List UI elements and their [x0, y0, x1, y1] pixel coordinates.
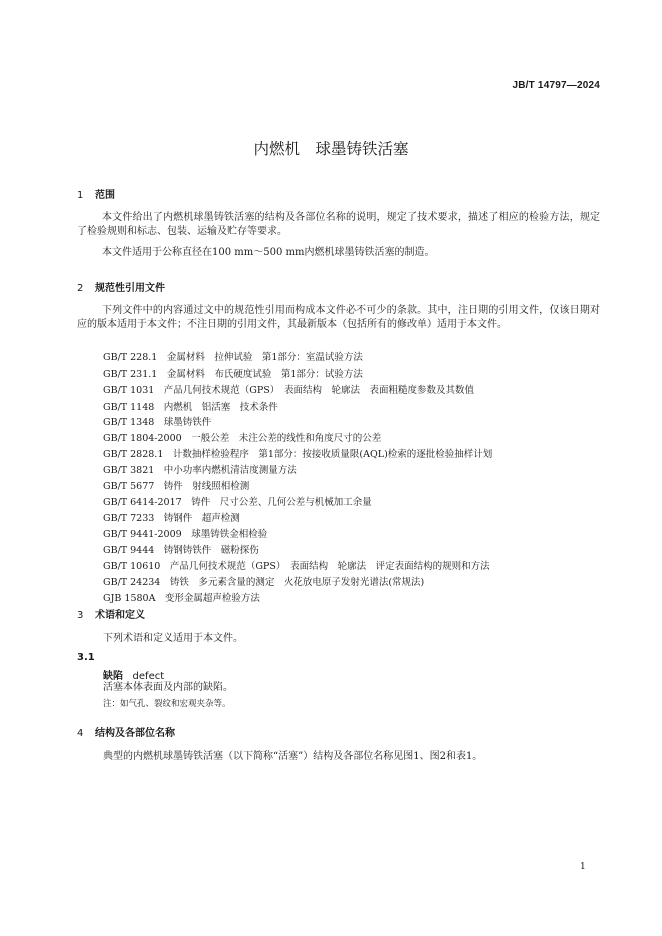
reference-item: GB/T 5677 铸件 射线照相检测: [103, 481, 250, 492]
section-1-paragraph-2: 本文件适用于公称直径在100 mm～500 mm内燃机球墨铸铁活塞的制造。: [102, 247, 435, 258]
section-3-title: 术语和定义: [95, 610, 145, 621]
section-4-paragraph: 典型的内燃机球墨铸铁活塞（以下简称“活塞”）结构及各部位名称见图1、图2和表1。: [103, 751, 483, 762]
section-1-title: 范围: [95, 190, 115, 201]
reference-item: GB/T 9444 铸钢铸铁件 磁粉探伤: [103, 545, 259, 556]
term-number: 3.1: [77, 652, 95, 663]
reference-item: GB/T 6414-2017 铸件 尺寸公差、几何公差与机械加工余量: [103, 497, 372, 508]
reference-item: GB/T 10610 产品几何技术规范（GPS） 表面结构 轮廓法 评定表面结构的规则和方法: [103, 561, 490, 572]
section-3-intro: 下列术语和定义适用于本文件。: [103, 633, 243, 644]
term-chinese: 缺陷: [103, 671, 123, 682]
section-2-title: 规范性引用文件: [95, 283, 165, 294]
section-3-heading: [77, 606, 145, 621]
term-entry: [103, 667, 164, 682]
section-2-number: 2: [77, 283, 84, 294]
document-title: 内燃机 球墨铸铁活塞: [253, 140, 409, 158]
reference-item: GB/T 7233 铸钢件 超声检测: [103, 513, 240, 524]
reference-item: GB/T 3821 中小功率内燃机清洁度测量方法: [103, 465, 297, 476]
section-4-heading: [77, 724, 175, 739]
reference-item: GB/T 2828.1 计数抽样检验程序 第1部分：按接收质量限(AQL)检索的逐批检验抽样计划: [103, 449, 493, 460]
reference-item: GB/T 228.1 金属材料 拉伸试验 第1部分：室温试验方法: [103, 352, 363, 363]
section-2-heading: [77, 279, 165, 294]
reference-item: GJB 1580A 变形金属超声检验方法: [103, 593, 260, 604]
term-note: 注：如气孔、裂纹和宏观夹杂等。: [103, 699, 231, 709]
section-1-paragraph-1: 本文件给出了内燃机球墨铸铁活塞的结构及各部位名称的说明，规定了技术要求，描述了相应的检验方法，规定了检验规则和标志、包装、运输及贮存等要求。: [77, 212, 600, 237]
reference-item: GB/T 1348 球墨铸铁件: [103, 417, 212, 428]
section-4-title: 结构及各部位名称: [95, 728, 175, 739]
page-number: 1: [580, 862, 586, 872]
reference-item: GB/T 1804-2000 一般公差 未注公差的线性和角度尺寸的公差: [103, 433, 382, 444]
reference-item: GB/T 24234 铸铁 多元素含量的测定 火花放电原子发射光谱法(常规法): [103, 577, 425, 588]
reference-item: GB/T 9441-2009 球墨铸铁金相检验: [103, 529, 268, 540]
term-english: defect: [132, 671, 165, 682]
term-definition: 活塞本体表面及内部的缺陷。: [103, 682, 233, 693]
reference-item: GB/T 1031 产品几何技术规范（GPS） 表面结构 轮廓法 表面粗糙度参数及其数值: [103, 385, 475, 396]
reference-item: GB/T 1148 内燃机 铝活塞 技术条件: [103, 402, 278, 413]
document-code: JB/T 14797—2024: [512, 80, 600, 91]
section-1-heading: [77, 186, 115, 201]
section-1-number: 1: [77, 190, 84, 201]
reference-item: GB/T 231.1 金属材料 布氏硬度试验 第1部分：试验方法: [103, 369, 363, 380]
section-3-number: 3: [77, 610, 84, 621]
section-4-number: 4: [77, 728, 84, 739]
section-2-intro: 下列文件中的内容通过文中的规范性引用而构成本文件必不可少的条款。其中，注日期的引用文件，仅该日期对应的版本适用于本文件；不注日期的引用文件，其最新版本（包括所有的修改单）适用于本文件。: [77, 305, 600, 330]
